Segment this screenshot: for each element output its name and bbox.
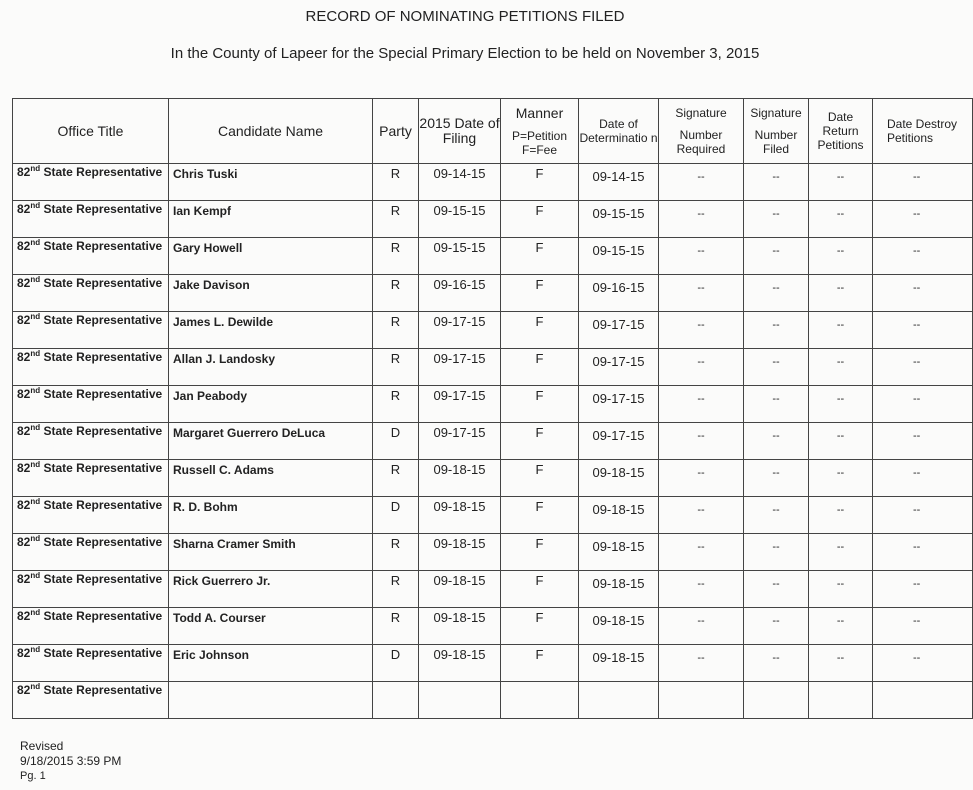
determination-date: 09-15-15 bbox=[579, 238, 659, 275]
determination-date: 09-18-15 bbox=[579, 497, 659, 534]
party: D bbox=[373, 497, 419, 534]
office-title: 82nd State Representative bbox=[13, 534, 169, 571]
destroy-date: -- bbox=[873, 238, 973, 275]
header-candidate: Candidate Name bbox=[169, 99, 373, 164]
party: R bbox=[373, 534, 419, 571]
destroy-date: -- bbox=[873, 349, 973, 386]
candidate-name: Chris Tuski bbox=[169, 164, 373, 201]
filing-date: 09-17-15 bbox=[419, 349, 501, 386]
candidate-name: Allan J. Landosky bbox=[169, 349, 373, 386]
sig-required: -- bbox=[659, 460, 744, 497]
sig-required: -- bbox=[659, 534, 744, 571]
manner: F bbox=[501, 423, 579, 460]
manner: F bbox=[501, 608, 579, 645]
office-title: 82nd State Representative bbox=[13, 608, 169, 645]
return-date: -- bbox=[809, 312, 873, 349]
manner: F bbox=[501, 349, 579, 386]
candidate-name: Margaret Guerrero DeLuca bbox=[169, 423, 373, 460]
document-title: RECORD OF NOMINATING PETITIONS FILED bbox=[305, 8, 625, 25]
destroy-date: -- bbox=[873, 201, 973, 238]
return-date: -- bbox=[809, 608, 873, 645]
manner: F bbox=[501, 275, 579, 312]
table-row bbox=[13, 460, 973, 497]
return-date: -- bbox=[809, 534, 873, 571]
party: R bbox=[373, 312, 419, 349]
destroy-date: -- bbox=[873, 460, 973, 497]
return-date bbox=[809, 682, 873, 719]
sig-required: -- bbox=[659, 571, 744, 608]
candidate-name: Jake Davison bbox=[169, 275, 373, 312]
office-title: 82nd State Representative bbox=[13, 571, 169, 608]
determination-date: 09-18-15 bbox=[579, 645, 659, 682]
sig-filed: -- bbox=[744, 460, 809, 497]
party: R bbox=[373, 571, 419, 608]
destroy-date: -- bbox=[873, 571, 973, 608]
table-row bbox=[13, 201, 973, 238]
document-subtitle: In the County of Lapeer for the Special Primary Election to be held on November 3, 2015 bbox=[170, 45, 760, 62]
manner: F bbox=[501, 312, 579, 349]
determination-date bbox=[579, 682, 659, 719]
return-date: -- bbox=[809, 164, 873, 201]
destroy-date: -- bbox=[873, 608, 973, 645]
office-title: 82nd State Representative bbox=[13, 312, 169, 349]
filing-date: 09-18-15 bbox=[419, 534, 501, 571]
sig-required: -- bbox=[659, 238, 744, 275]
determination-date: 09-14-15 bbox=[579, 164, 659, 201]
sig-required: -- bbox=[659, 275, 744, 312]
sig-filed: -- bbox=[744, 497, 809, 534]
table-row bbox=[13, 312, 973, 349]
manner: F bbox=[501, 164, 579, 201]
footer: Revised 9/18/2015 3:59 PM Pg. 1 bbox=[20, 739, 122, 782]
party: R bbox=[373, 238, 419, 275]
determination-date: 09-16-15 bbox=[579, 275, 659, 312]
determination-date: 09-18-15 bbox=[579, 534, 659, 571]
filing-date: 09-15-15 bbox=[419, 201, 501, 238]
destroy-date: -- bbox=[873, 275, 973, 312]
candidate-name: Todd A. Courser bbox=[169, 608, 373, 645]
filing-date: 09-17-15 bbox=[419, 386, 501, 423]
party: R bbox=[373, 164, 419, 201]
destroy-date: -- bbox=[873, 164, 973, 201]
table-row bbox=[13, 682, 973, 719]
determination-date: 09-18-15 bbox=[579, 571, 659, 608]
table-row bbox=[13, 349, 973, 386]
candidate-name: James L. Dewilde bbox=[169, 312, 373, 349]
office-title: 82nd State Representative bbox=[13, 460, 169, 497]
candidate-name: Sharna Cramer Smith bbox=[169, 534, 373, 571]
filing-date bbox=[419, 682, 501, 719]
destroy-date: -- bbox=[873, 534, 973, 571]
header-sig-required: Signature Number Required bbox=[659, 99, 744, 164]
sig-required: -- bbox=[659, 349, 744, 386]
table-row bbox=[13, 386, 973, 423]
party: R bbox=[373, 608, 419, 645]
manner: F bbox=[501, 497, 579, 534]
header-determination: Date of Determinatio n bbox=[579, 99, 659, 164]
manner: F bbox=[501, 386, 579, 423]
return-date: -- bbox=[809, 201, 873, 238]
table-row bbox=[13, 534, 973, 571]
table-row bbox=[13, 423, 973, 460]
party: D bbox=[373, 645, 419, 682]
return-date: -- bbox=[809, 497, 873, 534]
filing-date: 09-17-15 bbox=[419, 312, 501, 349]
sig-required: -- bbox=[659, 608, 744, 645]
office-title: 82nd State Representative bbox=[13, 349, 169, 386]
candidate-name: Gary Howell bbox=[169, 238, 373, 275]
sig-required: -- bbox=[659, 645, 744, 682]
filing-date: 09-18-15 bbox=[419, 460, 501, 497]
manner: F bbox=[501, 645, 579, 682]
destroy-date: -- bbox=[873, 645, 973, 682]
table-row bbox=[13, 645, 973, 682]
return-date: -- bbox=[809, 275, 873, 312]
determination-date: 09-17-15 bbox=[579, 423, 659, 460]
sig-required: -- bbox=[659, 423, 744, 460]
manner: F bbox=[501, 238, 579, 275]
table-row bbox=[13, 164, 973, 201]
sig-filed: -- bbox=[744, 608, 809, 645]
return-date: -- bbox=[809, 423, 873, 460]
candidate-name: Eric Johnson bbox=[169, 645, 373, 682]
destroy-date bbox=[873, 682, 973, 719]
return-date: -- bbox=[809, 386, 873, 423]
header-destroy: Date Destroy Petitions bbox=[873, 99, 973, 164]
filing-date: 09-18-15 bbox=[419, 497, 501, 534]
sig-filed: -- bbox=[744, 275, 809, 312]
sig-filed: -- bbox=[744, 386, 809, 423]
destroy-date: -- bbox=[873, 312, 973, 349]
return-date: -- bbox=[809, 645, 873, 682]
filing-date: 09-18-15 bbox=[419, 571, 501, 608]
sig-filed bbox=[744, 682, 809, 719]
filing-date: 09-15-15 bbox=[419, 238, 501, 275]
destroy-date: -- bbox=[873, 497, 973, 534]
filing-date: 09-18-15 bbox=[419, 608, 501, 645]
determination-date: 09-17-15 bbox=[579, 312, 659, 349]
office-title: 82nd State Representative bbox=[13, 238, 169, 275]
sig-filed: -- bbox=[744, 534, 809, 571]
header-return: Date Return Petitions bbox=[809, 99, 873, 164]
office-title: 82nd State Representative bbox=[13, 497, 169, 534]
destroy-date: -- bbox=[873, 423, 973, 460]
sig-filed: -- bbox=[744, 164, 809, 201]
manner bbox=[501, 682, 579, 719]
office-title: 82nd State Representative bbox=[13, 275, 169, 312]
filing-date: 09-18-15 bbox=[419, 645, 501, 682]
table-row bbox=[13, 238, 973, 275]
party: R bbox=[373, 275, 419, 312]
sig-required: -- bbox=[659, 164, 744, 201]
office-title: 82nd State Representative bbox=[13, 164, 169, 201]
sig-filed: -- bbox=[744, 312, 809, 349]
determination-date: 09-18-15 bbox=[579, 608, 659, 645]
header-party: Party bbox=[373, 99, 419, 164]
office-title: 82nd State Representative bbox=[13, 386, 169, 423]
candidate-name bbox=[169, 682, 373, 719]
office-title: 82nd State Representative bbox=[13, 423, 169, 460]
filing-date: 09-14-15 bbox=[419, 164, 501, 201]
determination-date: 09-15-15 bbox=[579, 201, 659, 238]
candidate-name: Rick Guerrero Jr. bbox=[169, 571, 373, 608]
table-row bbox=[13, 608, 973, 645]
petitions-table bbox=[12, 0, 958, 719]
return-date: -- bbox=[809, 349, 873, 386]
office-title: 82nd State Representative bbox=[13, 645, 169, 682]
manner: F bbox=[501, 534, 579, 571]
sig-filed: -- bbox=[744, 349, 809, 386]
sig-required: -- bbox=[659, 312, 744, 349]
sig-filed: -- bbox=[744, 238, 809, 275]
manner: F bbox=[501, 201, 579, 238]
candidate-name: R. D. Bohm bbox=[169, 497, 373, 534]
determination-date: 09-17-15 bbox=[579, 349, 659, 386]
return-date: -- bbox=[809, 460, 873, 497]
party: R bbox=[373, 349, 419, 386]
determination-date: 09-18-15 bbox=[579, 460, 659, 497]
return-date: -- bbox=[809, 238, 873, 275]
destroy-date: -- bbox=[873, 386, 973, 423]
office-title: 82nd State Representative bbox=[13, 682, 169, 719]
sig-filed: -- bbox=[744, 571, 809, 608]
table-row bbox=[13, 275, 973, 312]
sig-required: -- bbox=[659, 386, 744, 423]
header-office: Office Title bbox=[13, 99, 169, 164]
sig-required: -- bbox=[659, 497, 744, 534]
manner: F bbox=[501, 571, 579, 608]
header-manner: Manner P=Petition F=Fee bbox=[501, 99, 579, 164]
header-sig-filed: Signature Number Filed bbox=[744, 99, 809, 164]
party: R bbox=[373, 201, 419, 238]
party bbox=[373, 682, 419, 719]
manner: F bbox=[501, 460, 579, 497]
office-title: 82nd State Representative bbox=[13, 201, 169, 238]
candidate-name: Russell C. Adams bbox=[169, 460, 373, 497]
party: R bbox=[373, 460, 419, 497]
party: R bbox=[373, 386, 419, 423]
sig-filed: -- bbox=[744, 201, 809, 238]
sig-required bbox=[659, 682, 744, 719]
candidate-name: Jan Peabody bbox=[169, 386, 373, 423]
sig-required: -- bbox=[659, 201, 744, 238]
filing-date: 09-17-15 bbox=[419, 423, 501, 460]
table-row bbox=[13, 497, 973, 534]
return-date: -- bbox=[809, 571, 873, 608]
sig-filed: -- bbox=[744, 645, 809, 682]
candidate-name: Ian Kempf bbox=[169, 201, 373, 238]
table-row bbox=[13, 571, 973, 608]
header-filing: 2015 Date of Filing bbox=[419, 99, 501, 164]
filing-date: 09-16-15 bbox=[419, 275, 501, 312]
determination-date: 09-17-15 bbox=[579, 386, 659, 423]
sig-filed: -- bbox=[744, 423, 809, 460]
party: D bbox=[373, 423, 419, 460]
